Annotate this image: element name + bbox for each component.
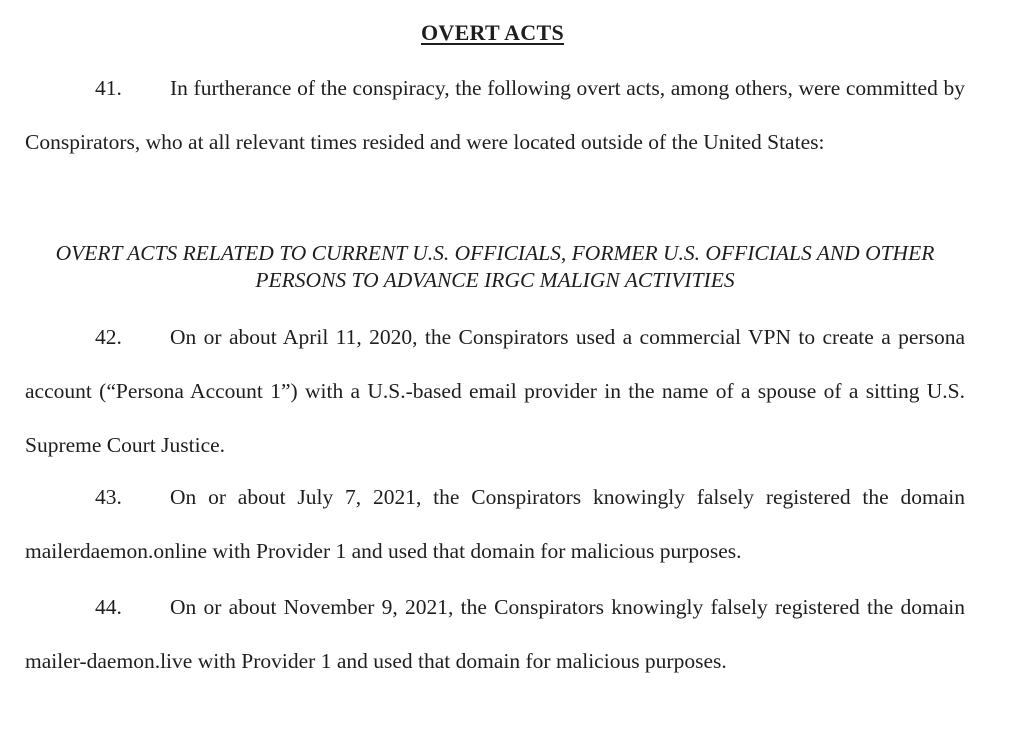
paragraph-number: 42. <box>95 325 122 349</box>
section-heading: OVERT ACTS <box>420 20 565 45</box>
paragraph-number: 41. <box>95 76 122 100</box>
paragraph-text: In furtherance of the conspiracy, the following overt acts, among others, were committed by Conspirators, who at all relevant times resided and were located outside of the United States: <box>25 76 965 154</box>
paragraph-text: On or about April 11, 2020, the Conspirators used a commercial VPN to create a persona account (“Persona Account 1”) with a U.S.-based email provider in the name of a spouse of a sitting U.S. Supreme Court Justice. <box>25 325 965 457</box>
paragraph-41 <box>25 61 965 169</box>
paragraph-number: 43. <box>95 485 122 509</box>
paragraph-44 <box>25 580 965 688</box>
paragraph-text: On or about July 7, 2021, the Conspirators knowingly falsely registered the domain mailerdaemon.online with Provider 1 and used that domain for malicious purposes. <box>25 485 965 563</box>
paragraph-number: 44. <box>95 595 122 619</box>
paragraph-text: On or about November 9, 2021, the Conspirators knowingly falsely registered the domain mailer-daemon.live with Provider 1 and used that domain for malicious purposes. <box>25 595 965 673</box>
paragraph-42 <box>25 310 965 472</box>
section-subheading: OVERT ACTS RELATED TO CURRENT U.S. OFFICIALS, FORMER U.S. OFFICIALS AND OTHER PERSONS TO ADVANCE IRGC MALIGN ACTIVITIES <box>55 241 935 292</box>
paragraph-43 <box>25 470 965 578</box>
